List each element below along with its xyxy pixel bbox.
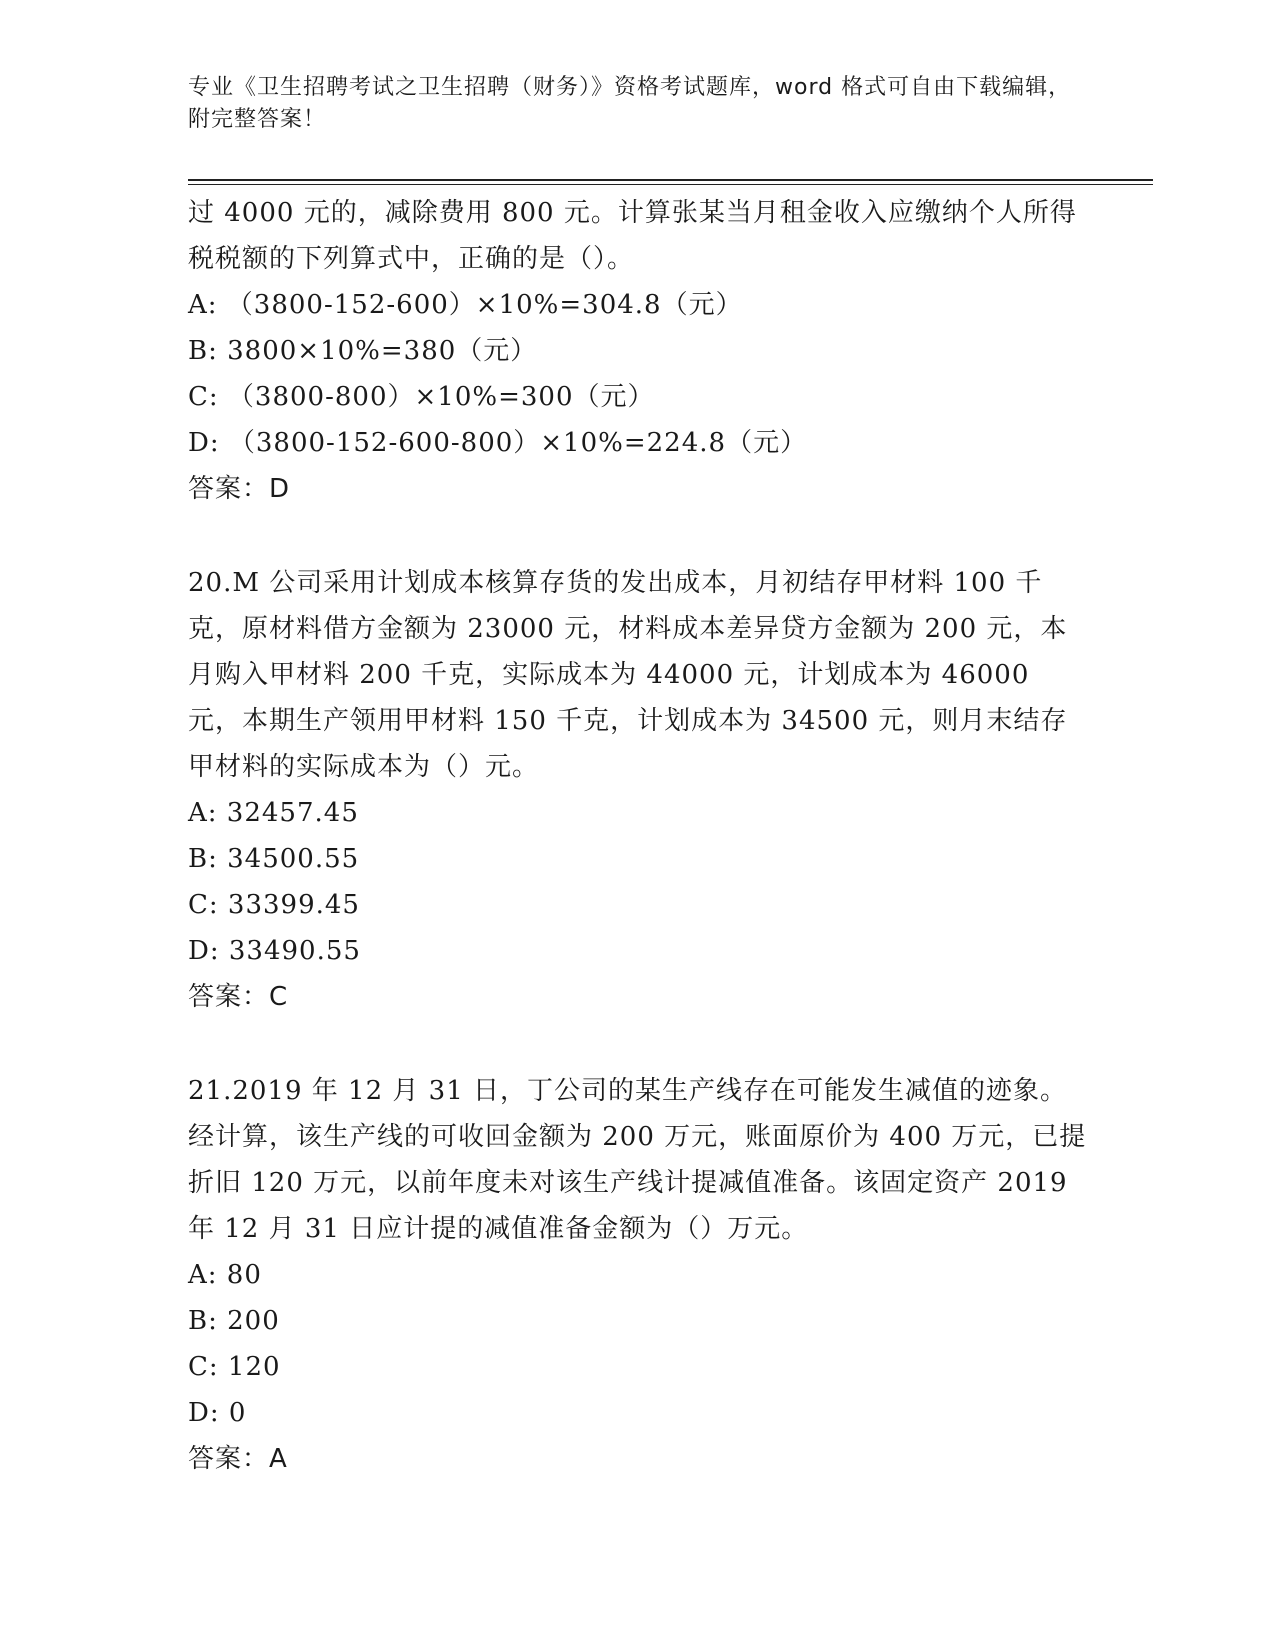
- question-21: [188, 1068, 1088, 1482]
- option-a: A: （3800-152-600）×10%=304.8（元）: [188, 290, 743, 320]
- question-19: [188, 190, 1088, 512]
- option-c: C: 33399.45: [188, 890, 360, 920]
- spacer: [188, 1020, 1088, 1068]
- document-header: 专业《卫生招聘考试之卫生招聘（财务）》资格考试题库，word 格式可自由下载编辑，附完整答案！: [188, 75, 1072, 132]
- option-b: B: 3800×10%=380（元）: [188, 336, 538, 366]
- option-d: D: （3800-152-600-800）×10%=224.8（元）: [188, 428, 808, 458]
- question-text: 21.2019 年 12 月 31 日，丁公司的某生产线存在可能发生减值的迹象。经计算，该生产线的可收回金额为 200 万元，账面原价为 400 万元，已提折旧 120 万元，以前年度未对该生产线计提减值准备。该固定资产 2019 年 12 月 31 日应计提的减值准备金额为（）万元。: [188, 1076, 1087, 1244]
- option-a: A: 32457.45: [188, 798, 359, 828]
- question-text: 20.M 公司采用计划成本核算存货的发出成本，月初结存甲材料 100 千克，原材料借方金额为 23000 元，材料成本差异贷方金额为 200 元，本月购入甲材料 200 千克，实际成本为 44000 元，计划成本为 46000 元，本期生产领用甲材料 150 千克，计划成本为 34500 元，则月末结存甲材料的实际成本为（）元。: [188, 568, 1068, 782]
- option-c: C: 120: [188, 1352, 281, 1382]
- header-divider-thin: [188, 184, 1153, 185]
- option-d: D: 33490.55: [188, 936, 361, 966]
- question-list: [188, 190, 1088, 1482]
- option-d: D: 0: [188, 1398, 247, 1428]
- spacer: [188, 512, 1088, 560]
- header-divider: [188, 179, 1153, 181]
- option-b: B: 34500.55: [188, 844, 360, 874]
- answer: 答案：A: [188, 1444, 288, 1474]
- question-text: 过 4000 元的，减除费用 800 元。计算张某当月租金收入应缴纳个人所得税税额的下列算式中，正确的是（）。: [188, 198, 1077, 274]
- answer: 答案：D: [188, 474, 291, 504]
- question-20: [188, 560, 1088, 1020]
- option-a: A: 80: [188, 1260, 262, 1290]
- option-c: C: （3800-800）×10%=300（元）: [188, 382, 655, 412]
- answer: 答案：C: [188, 982, 289, 1012]
- option-b: B: 200: [188, 1306, 280, 1336]
